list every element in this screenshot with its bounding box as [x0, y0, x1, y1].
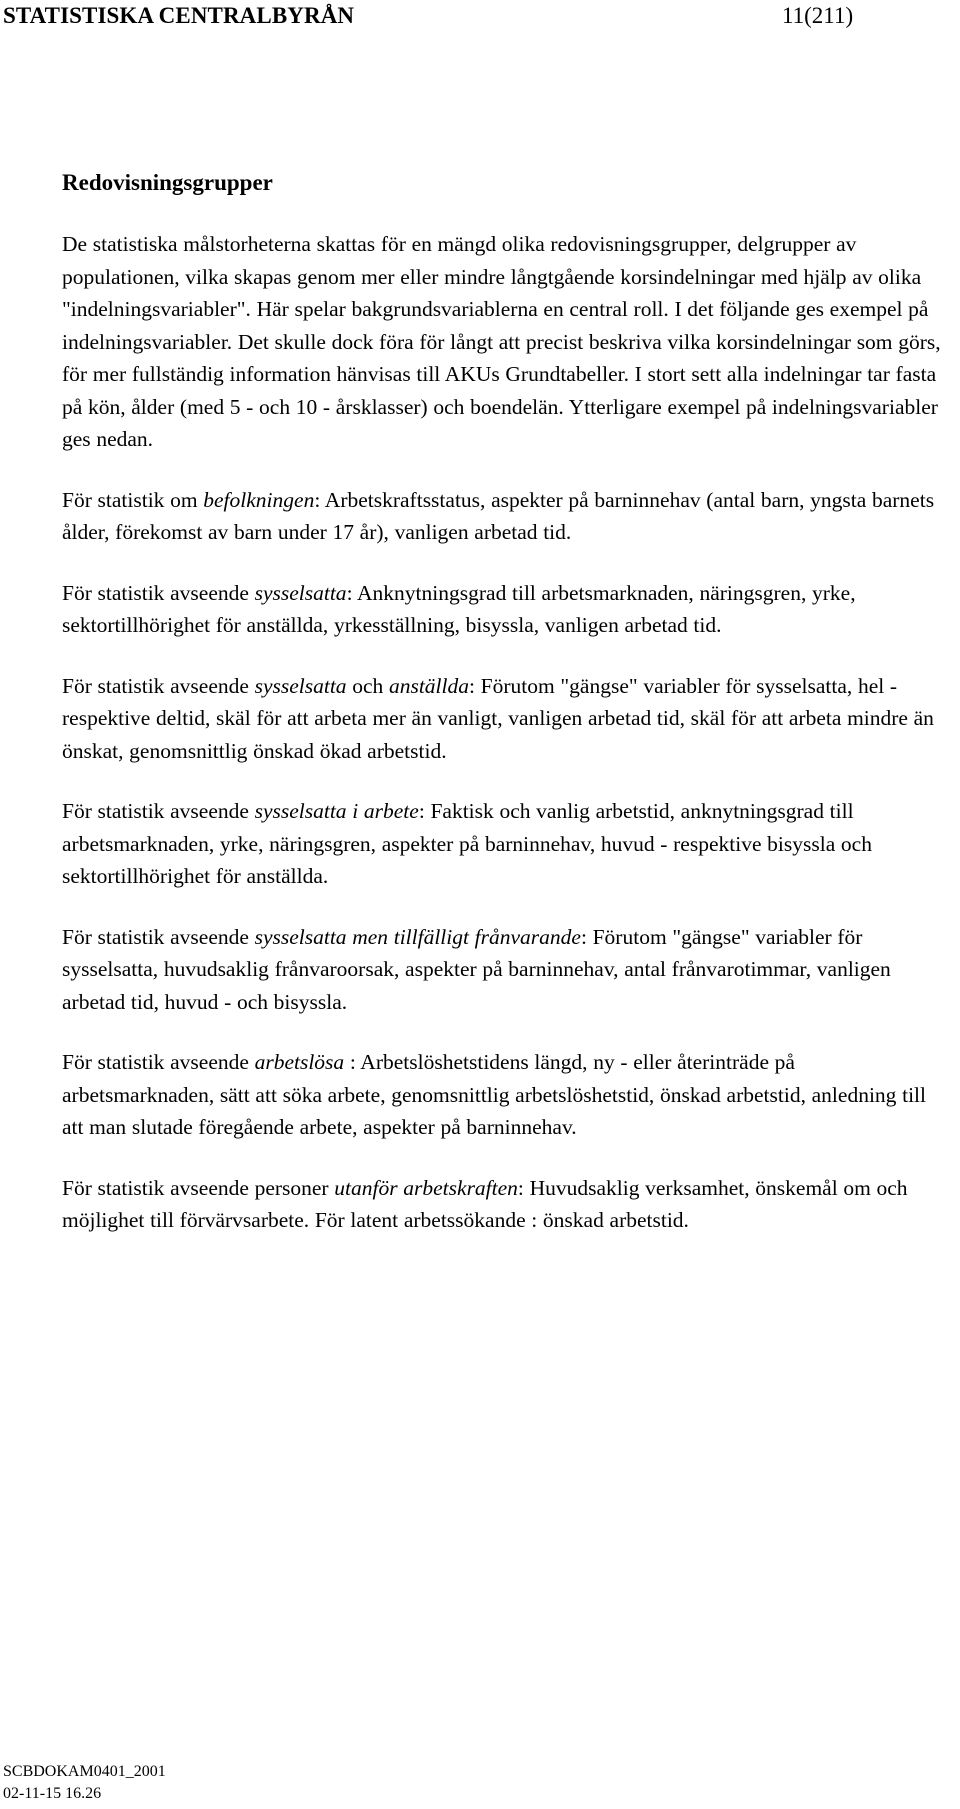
paragraph-lead: För statistik avseende	[62, 580, 255, 605]
document-body	[62, 166, 942, 1265]
paragraph-lead: För statistik avseende personer	[62, 1175, 335, 1200]
document-id: SCBDOKAM0401_2001	[3, 1763, 166, 1780]
paragraph-text: : Anknytningsgrad till arbetsmarknaden, näringsgren, yrke, sektortillhörighet för anställda, yrkesställning, bisyssla, vanligen arbetad tid.	[62, 580, 856, 637]
italic-term: utanför arbetskraften	[334, 1175, 518, 1200]
paragraph-lead: För statistik avseende	[62, 673, 255, 698]
paragraph-arbetslosa	[62, 1046, 942, 1144]
intro-paragraph: De statistiska målstorheterna skattas för en mängd olika redovisningsgrupper, delgrupper av populationen, vilka skapas genom mer eller mindre långtgående korsindelningar med hjälp av olika "indelningsvariabler". Här spelar bakgrundsvariablerna en central roll. I det följande ges exempel på indelningsvariabler. Det skulle dock föra för långt att precist beskriva vilka korsindelningar som görs, för mer fullständig information hänvisas till AKUs Grundtabeller. I stort sett alla indelningar tar fasta på kön, ålder (med 5 - och 10 - årsklasser) och boendelän. Ytterligare exempel på indelningsvariabler ges nedan.	[62, 232, 941, 451]
paragraph-sysselsatta-anstallda	[62, 670, 942, 768]
italic-term: befolkningen	[203, 487, 315, 512]
paragraph-text: : Arbetskraftsstatus, aspekter på barninnehav (antal barn, yngsta barnets ålder, förekomst av barn under 17 år), vanligen arbetad tid.	[62, 487, 935, 544]
page-header	[0, 0, 960, 40]
paragraph-sysselsatta	[62, 577, 942, 642]
paragraph-text: : Förutom "gängse" variabler för sysselsatta, huvudsaklig frånvaroorsak, aspekter på barninnehav, antal frånvarotimmar, vanligen arbetad tid, huvud - och bisyssla.	[62, 924, 891, 1014]
paragraph-text: : Förutom "gängse" variabler för sysselsatta, hel - respektive deltid, skäl för att arbeta mer än vanligt, vanligen arbetad tid, skäl för att arbeta mindre än önskat, genomsnittlig önskad ökad arbetstid.	[62, 673, 934, 763]
paragraph-connector: och	[346, 673, 389, 698]
paragraph-sysselsatta-i-arbete	[62, 795, 942, 893]
italic-term: sysselsatta i arbete	[254, 799, 419, 823]
page-footer	[3, 1761, 166, 1805]
italic-term: anställda	[388, 673, 470, 698]
paragraph-franvarande	[62, 921, 942, 1019]
paragraph-lead: För statistik avseende	[62, 1050, 255, 1074]
paragraph-lead: För statistik avseende	[62, 924, 255, 949]
paragraph-text: : Faktisk och vanlig arbetstid, anknytningsgrad till arbetsmarknaden, yrke, näringsgren, aspekter på barninnehav, huvud - respektive bisyssla och sektortillhörighet för anställda.	[62, 799, 872, 888]
italic-term: arbetslösa	[254, 1050, 345, 1074]
paragraph-befolkningen	[62, 484, 942, 549]
paragraph-text: : Huvudsaklig verksamhet, önskemål om och möjlighet till förvärvsarbete. För latent arbetssökande : önskad arbetstid.	[62, 1175, 908, 1232]
italic-term: sysselsatta men tillfälligt frånvarande	[254, 924, 581, 949]
section-heading: Redovisningsgrupper	[62, 170, 273, 195]
paragraph-lead: För statistik om	[62, 487, 204, 512]
italic-term: sysselsatta	[254, 673, 347, 698]
organization-name: STATISTISKA CENTRALBYRÅN	[3, 3, 355, 28]
paragraph-lead: För statistik avseende	[62, 799, 255, 823]
paragraph-utanfor-arbetskraften	[62, 1172, 942, 1237]
footer-timestamp: 02-11-15 16.26	[3, 1785, 102, 1802]
paragraph-text: : Arbetslöshetstidens längd, ny - eller återinträde på arbetsmarknaden, sätt att söka arbete, genomsnittlig arbetslöshetstid, önskad arbetstid, anledning till att man slutade föregående arbete, aspekter på barninnehav.	[62, 1050, 926, 1139]
italic-term: sysselsatta	[254, 580, 347, 605]
page-number: 11(211)	[782, 3, 854, 28]
